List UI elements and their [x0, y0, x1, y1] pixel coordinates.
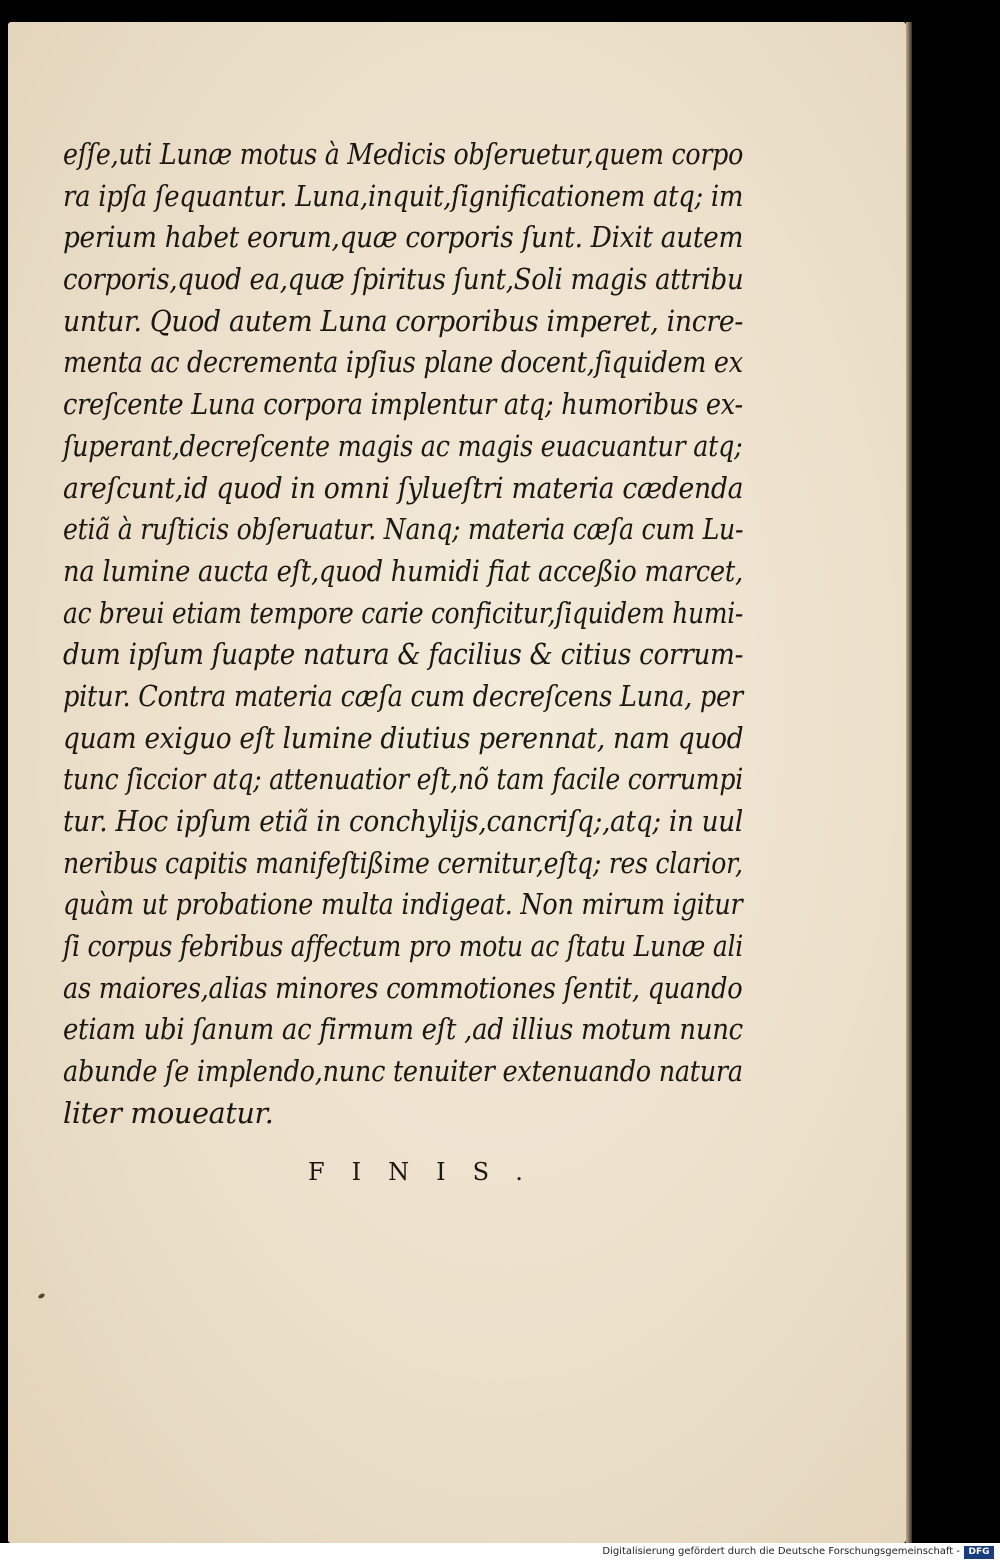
text-line: pitur. Contra materia cæſa cum decreſcens Luna, per: [63, 679, 743, 713]
text-line: ſi corpus febribus affectum pro motu ac ſtatu Lunæ ali: [63, 930, 744, 964]
text-line: abunde ſe implendo,nunc tenuiter extenuando natura: [63, 1055, 743, 1089]
text-line: quam exiguo eſt lumine diutius perennat, nam quod: [63, 721, 744, 755]
text-line: ac breui etiam tempore carie conficitur,ſiquidem humi-: [63, 596, 744, 630]
text-line: menta ac decrementa ipſius plane docent,ſiquidem ex: [63, 346, 743, 380]
text-line: etiam ubi ſanum ac firmum eſt ,ad illius motum nunc: [63, 1013, 743, 1047]
text-line: liter moueatur.: [63, 1096, 274, 1130]
text-line: tur. Hoc ipſum etiã in conchylijs,cancriſq;,atq; in uul: [63, 805, 744, 838]
body-text: [63, 134, 743, 1135]
text-line: corporis,quod ea,quæ ſpiritus ſunt,Soli magis attribu: [63, 263, 744, 297]
text-line: eſſe,uti Lunæ motus à Medicis obſeruetur,quem corpo: [63, 138, 744, 171]
text-line: ra ipſa ſequantur. Luna,inquit,ſignificationem atq; im: [63, 179, 744, 213]
page-edge: [906, 22, 912, 1543]
footer-credit: Digitalisierung gefördert durch die Deutsche Forschungsgemeinschaft -: [602, 1546, 960, 1557]
text-line: ſuperant,decreſcente magis ac magis euacuantur atq;: [63, 429, 743, 463]
text-line: untur. Quod autem Luna corporibus imperet, incre-: [63, 304, 744, 338]
text-line: neribus capitis manifeſtißime cernitur,eſtq; res clarior,: [63, 846, 743, 880]
text-line: dum ipſum ſuapte natura & facilius & citius corrum-: [63, 638, 744, 672]
ink-stain: [37, 1293, 45, 1300]
text-line: etiã à ruſticis obſeruatur. Nanq; materia cæſa cum Lu-: [63, 513, 744, 547]
finis-heading: FINIS.: [308, 1158, 550, 1186]
text-line: areſcunt,id quod in omni ſylueſtri materia cædenda: [63, 471, 744, 505]
text-line: quàm ut probatione multa indigeat. Non mirum igitur: [63, 888, 743, 922]
text-line: as maiores,alias minores commotiones ſentit, quando: [63, 971, 743, 1005]
footer-bar: [0, 1543, 1000, 1564]
text-line: perium habet eorum,quæ corporis ſunt. Dixit autem: [63, 221, 744, 255]
text-line: creſcente Luna corpora implentur atq; humoribus ex-: [63, 388, 743, 422]
text-line: tunc ſiccior atq; attenuatior eſt,nõ tam facile corrumpi: [63, 763, 743, 797]
book-page: [8, 22, 906, 1543]
text-line: na lumine aucta eſt,quod humidi fiat acceßio marcet,: [63, 554, 743, 588]
dfg-logo-icon: DFG: [964, 1546, 994, 1559]
